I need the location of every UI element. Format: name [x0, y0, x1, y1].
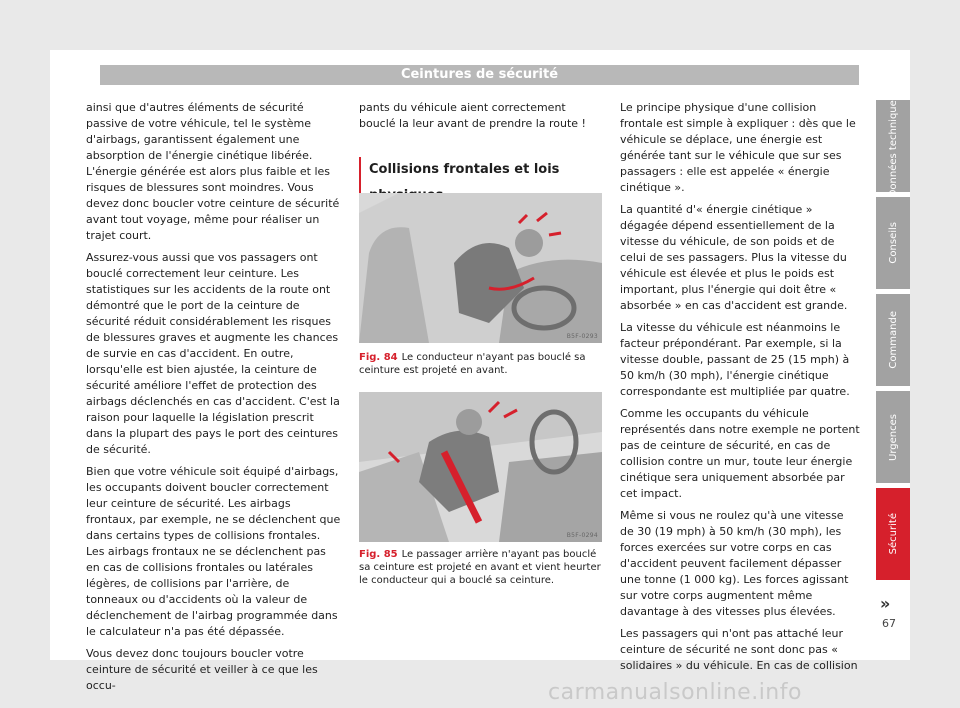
watermark: carmanualsonline.info	[548, 680, 802, 705]
figure-code: B5F-0294	[566, 532, 598, 539]
tab-conseils[interactable]	[876, 197, 910, 289]
tab-commande[interactable]	[876, 294, 910, 386]
figure-code: B5F-0293	[566, 333, 598, 340]
column-3	[620, 100, 860, 680]
rear-passenger-collision-illustration	[359, 392, 602, 542]
figure-84-image	[359, 193, 602, 343]
column-2	[359, 100, 602, 138]
page-number: 67	[882, 617, 896, 630]
driver-collision-illustration	[359, 193, 602, 343]
paragraph: Le principe physique d'une collision frontale est simple à expliquer : dès que le véhicule se déplace, une énergie est générée tant sur le véhicule que sur ses passagers : elle est appelée « énergie cinétique ».	[620, 101, 856, 194]
paragraph: Bien que votre véhicule soit équipé d'airbags, les occupants doivent boucler correctement leur ceinture de sécurité. Les airbags frontaux, par exemple, ne se déclenchent que dans certains types de collisions frontales. Les airbags frontaux ne se déclenchent pas en cas de collisions frontales ou latérales légères, de collisions par l'arrière, de tonneaux ou d'accidents où la valeur de déclenchement de l'airbag programmée dans le calculateur n'a pas été dépassée.	[86, 465, 341, 638]
tab-label: Urgences	[887, 413, 899, 461]
figure-84-caption	[359, 351, 602, 377]
continue-icon: »	[880, 594, 891, 613]
figure-85-image	[359, 392, 602, 542]
paragraph: Assurez-vous aussi que vos passagers ont bouclé correctement leur ceinture. Les statistiques sur les accidents de la route ont démontré que le port de la ceinture de sécurité réduit considérablement les risques de blessures graves et augmente les chances de survie en cas d'accident. En outre, lorsqu'elle est bien ajustée, la ceinture de sécurité améliore l'effet de protection des airbags déclenchés en cas d'accident. C'est la raison pour laquelle la législation prescrit dans la plupart des pays le port des ceintures de sécurité.	[86, 251, 340, 456]
paragraph: La quantité d'« énergie cinétique » dégagée dépend essentiellement de la vitesse du véhicule, de son poids et de celui de ses passagers. Plus la vitesse du véhicule est élevée et plus le poids est important, plus l'énergie qui doit être « absorbée » en cas d'accident est grande.	[620, 203, 848, 312]
caption-text: Le conducteur n'ayant pas bouclé sa ceinture est projeté en avant.	[359, 352, 586, 376]
tab-label: Données techniques	[887, 94, 899, 198]
paragraph: La vitesse du véhicule est néanmoins le facteur prépondérant. Par exemple, si la vitesse double, passant de 25 (15 mph) à 50 km/h (30 mph), l'énergie cinétique correspondante est multipliée par quatre.	[620, 321, 850, 398]
page-header: Ceintures de sécurité	[100, 65, 859, 85]
paragraph: Vous devez donc toujours boucler votre ceinture de sécurité et veiller à ce que les occu-	[86, 647, 318, 692]
caption-text: Le passager arrière n'ayant pas bouclé sa ceinture est projeté en avant et vient heurter le conducteur qui a bouclé sa ceinture.	[359, 549, 601, 586]
paragraph: pants du véhicule aient correctement bouclé la leur avant de prendre la route !	[359, 101, 586, 130]
tab-urgences[interactable]	[876, 391, 910, 483]
tab-securite[interactable]	[876, 488, 910, 580]
tab-label: Conseils	[887, 222, 899, 264]
tab-label: Sécurité	[887, 513, 899, 555]
tab-donnees-techniques[interactable]	[876, 94, 910, 198]
paragraph: Même si vous ne roulez qu'à une vitesse de 30 (19 mph) à 50 km/h (30 mph), les forces exercées sur votre corps en cas d'accident peuvent facilement dépasser une tonne (1 000 kg). Les forces agissant sur votre corps augmentent même davantage à des vitesses plus élevées.	[620, 509, 849, 618]
column-1	[86, 100, 342, 700]
paragraph: Les passagers qui n'ont pas attaché leur ceinture de sécurité ne sont donc pas « solidaires » du véhicule. En cas de collision	[620, 627, 858, 672]
tab-label: Commande	[887, 311, 899, 369]
figure-85-caption	[359, 548, 602, 587]
section-title: Collisions frontales et lois	[359, 157, 602, 209]
paragraph: Comme les occupants du véhicule représentés dans notre exemple ne portent pas de ceinture de sécurité, en cas de collision contre un mur, toute leur énergie cinétique sera uniquement absorbée par cet impact.	[620, 407, 860, 500]
figure-label: Fig. 84	[359, 352, 398, 363]
paragraph: ainsi que d'autres éléments de sécurité passive de votre véhicule, tel le système d'airbags, garantissent également une absorption de l'énergie cinétique libérée. L'énergie générée est alors plus faible et les risques de blessures sont moindres. Vous devez donc boucler votre ceinture de sécurité avant tout voyage, même pour réaliser un trajet court.	[86, 101, 340, 242]
figure-label: Fig. 85	[359, 549, 398, 560]
